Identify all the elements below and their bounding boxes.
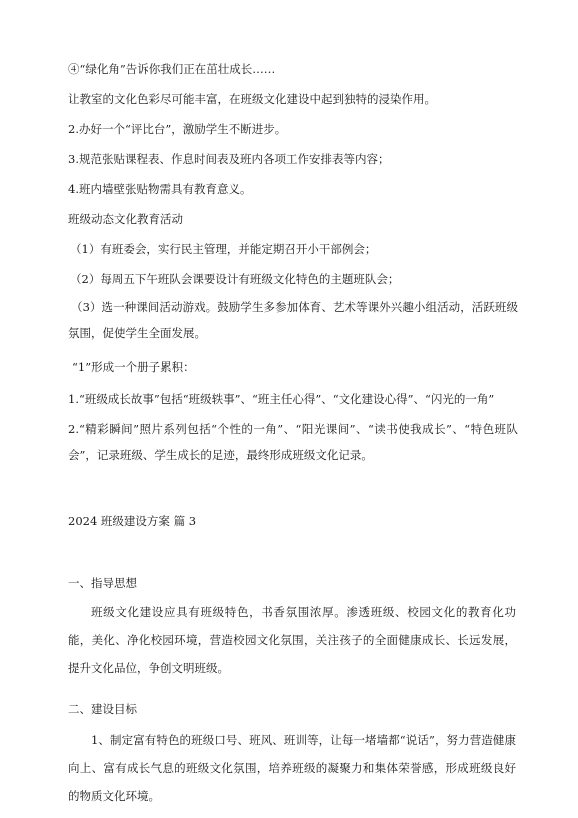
paragraph-guiding-ideology: 班级文化建设应具有班级特色，书香氛围浓厚。渗透班级、校园文化的教育化功能，美化、净化校园环境，营造校园文化氛围，关注孩子的全面健康成长、长远发展，提升文化品位，争创文明班级。 xyxy=(68,605,516,675)
line-booklet: “1”形成一个册子累积： xyxy=(72,360,195,374)
line-wall-posters: 4.班内墙壁张贴物需具有教育意义。 xyxy=(68,182,252,196)
section-heading-dynamic-activities: 班级动态文化教育活动 xyxy=(68,212,183,226)
heading-guiding-ideology: 一、指导思想 xyxy=(68,576,137,590)
line-growth-stories: 1.“班级成长故事”包括“班级轶事”、“班主任心得”、“文化建设心得”、“闪光的一角” xyxy=(68,392,495,406)
section-title-plan-3: 2024 班级建设方案 篇 3 xyxy=(68,514,197,528)
list-item-2: （2）每周五下午班队会课要设计有班级文化特色的主题班队会； xyxy=(70,272,400,286)
line-schedule-posting: 3.规范张贴课程表、作息时间表及班内各项工作安排表等内容； xyxy=(68,152,390,166)
line-green-corner: ④“绿化角”告诉你我们正在茁壮成长…… xyxy=(68,62,276,76)
line-rating-board: 2.办好一个“评比台”，激励学生不断进步。 xyxy=(68,122,287,136)
list-item-3: （3）选一种课间活动游戏。鼓励学生多参加体育、艺术等课外兴趣小组活动，活跃班级氛围，促使学生全面发展。 xyxy=(68,300,518,340)
line-wonderful-moments: 2.“精彩瞬间”照片系列包括“个性的一角”、“阳光课间”、“读书使我成长”、“特色班队会”，记录班级、学生成长的足迹，最终形成班级文化记录。 xyxy=(68,422,518,462)
list-item-1: （1）有班委会，实行民主管理，并能定期召开小干部例会； xyxy=(70,242,377,256)
heading-construction-goals: 二、建设目标 xyxy=(68,702,137,716)
paragraph-goal-1: 1、制定富有特色的班级口号、班风、班训等，让每一堵墙都“说话”，努力营造健康向上、富有成长气息的班级文化氛围，培养班级的凝聚力和集体荣誉感，形成班级良好的物质文化环境。 xyxy=(68,733,516,803)
line-classroom-culture: 让教室的文化色彩尽可能丰富，在班级文化建设中起到独特的浸染作用。 xyxy=(68,92,436,106)
